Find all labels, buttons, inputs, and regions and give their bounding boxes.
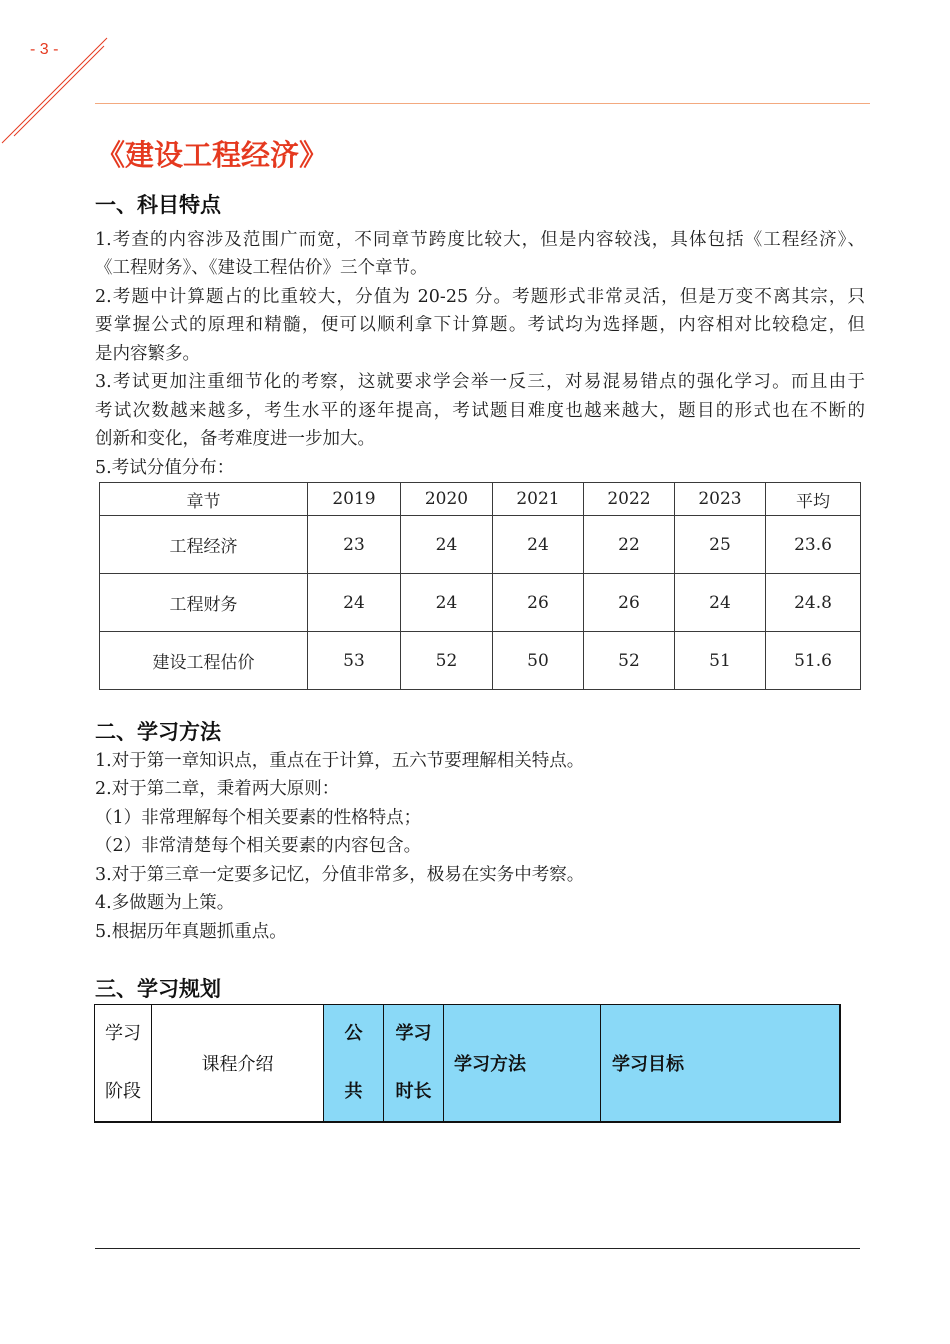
header-cell-text: 时长 — [395, 1081, 432, 1102]
header-cell-average: 平均 — [766, 483, 861, 516]
list-item: 3.对于第三章一定要多记忆，分值非常多，极易在实务中考察。 — [95, 864, 585, 885]
header-cell-text: 学习 — [105, 1023, 141, 1044]
paragraph-line: 3.考试更加注重细节化的考察，这就要求学会举一反三，对易混易错点的强化学习。而且由于 — [95, 372, 865, 393]
paragraph-line: 2.考题中计算题占的比重较大，分值为 20-25 分。考题形式非常灵活，但是万变不离其宗，只 — [95, 286, 865, 307]
list-item: 4.多做题为上策。 — [95, 893, 235, 914]
list-item: （2）非常清楚每个相关要素的内容包含。 — [95, 836, 422, 857]
score-cell: 50 — [493, 632, 584, 690]
paragraph-line: 5.考试分值分布： — [95, 457, 235, 478]
score-cell: 25 — [675, 516, 766, 574]
list-item: （1）非常理解每个相关要素的性格特点； — [95, 807, 422, 828]
score-cell: 53 — [308, 632, 401, 690]
header-cell-year: 2022 — [584, 483, 675, 516]
header-cell-study-stage — [95, 1005, 152, 1123]
chapter-cell: 建设工程估价 — [100, 632, 308, 690]
section-heading-study-plan: 三、学习规划 — [95, 976, 221, 1001]
paragraph-line: 考试次数越来越多，考生水平的逐年提高，考试题目难度也越来越大，题目的形式也在不断的 — [95, 400, 865, 421]
table-row — [100, 574, 861, 632]
header-cell-year: 2019 — [308, 483, 401, 516]
list-item: 1.对于第一章知识点，重点在于计算，五六节要理解相关特点。 — [95, 751, 585, 771]
average-cell: 24.8 — [766, 574, 861, 632]
study-plan-table — [94, 1004, 841, 1123]
score-cell: 24 — [675, 574, 766, 632]
page-number: - 3 - — [30, 41, 59, 58]
document-title: 《建设工程经济》 — [96, 138, 329, 172]
header-cell-text: 公 — [344, 1023, 363, 1044]
list-item: 2.对于第二章，秉着两大原则： — [95, 779, 340, 800]
paragraph-line: 要掌握公式的原理和精髓，便可以顺利拿下计算题。考试均为选择题，内容相对比较稳定，但 — [95, 315, 865, 336]
list-item: 5.根据历年真题抓重点。 — [95, 921, 287, 942]
section-heading-subject-features: 一、科目特点 — [95, 192, 221, 217]
footer-rule — [95, 1248, 860, 1249]
header-cell-year: 2020 — [401, 483, 493, 516]
header-cell-year: 2021 — [493, 483, 584, 516]
header-rule — [95, 103, 870, 104]
score-cell: 24 — [493, 516, 584, 574]
score-cell: 24 — [308, 574, 401, 632]
score-cell: 51 — [675, 632, 766, 690]
paragraph-line: 《工程财务》、《建设工程估价》三个章节。 — [95, 258, 428, 279]
header-cell-chapter: 章节 — [100, 483, 308, 516]
header-cell-text: 共 — [344, 1081, 363, 1102]
chapter-cell: 工程经济 — [100, 516, 308, 574]
average-cell: 51.6 — [766, 632, 861, 690]
score-distribution-table — [99, 482, 861, 690]
section-heading-study-methods: 二、学习方法 — [95, 719, 221, 744]
table-header-row — [95, 1005, 840, 1123]
header-cell-year: 2023 — [675, 483, 766, 516]
chapter-cell: 工程财务 — [100, 574, 308, 632]
header-cell-public — [324, 1005, 384, 1123]
score-cell: 24 — [401, 574, 493, 632]
paragraph-line: 创新和变化，备考难度进一步加大。 — [95, 429, 375, 450]
header-cell-study-goal: 学习目标 — [601, 1005, 840, 1123]
average-cell: 23.6 — [766, 516, 861, 574]
section-subject-features-body — [95, 226, 865, 482]
section-study-methods-body — [95, 747, 865, 946]
score-cell: 24 — [401, 516, 493, 574]
header-cell-study-method: 学习方法 — [444, 1005, 601, 1123]
table-row — [100, 632, 861, 690]
score-cell: 52 — [401, 632, 493, 690]
table-header-row — [100, 483, 861, 516]
score-cell: 22 — [584, 516, 675, 574]
score-cell: 26 — [584, 574, 675, 632]
header-cell-text: 阶段 — [105, 1081, 141, 1102]
corner-decoration-lines — [0, 0, 120, 150]
score-cell: 26 — [493, 574, 584, 632]
paragraph-line: 1.考查的内容涉及范围广而宽，不同章节跨度比较大，但是内容较浅，具体包括《工程经济》、 — [95, 230, 865, 250]
score-cell: 23 — [308, 516, 401, 574]
paragraph-line: 是内容繁多。 — [95, 343, 200, 364]
header-cell-text: 学习 — [395, 1023, 432, 1044]
table-row — [100, 516, 861, 574]
score-cell: 52 — [584, 632, 675, 690]
header-cell-course-intro: 课程介绍 — [152, 1005, 324, 1123]
header-cell-study-duration — [384, 1005, 444, 1123]
